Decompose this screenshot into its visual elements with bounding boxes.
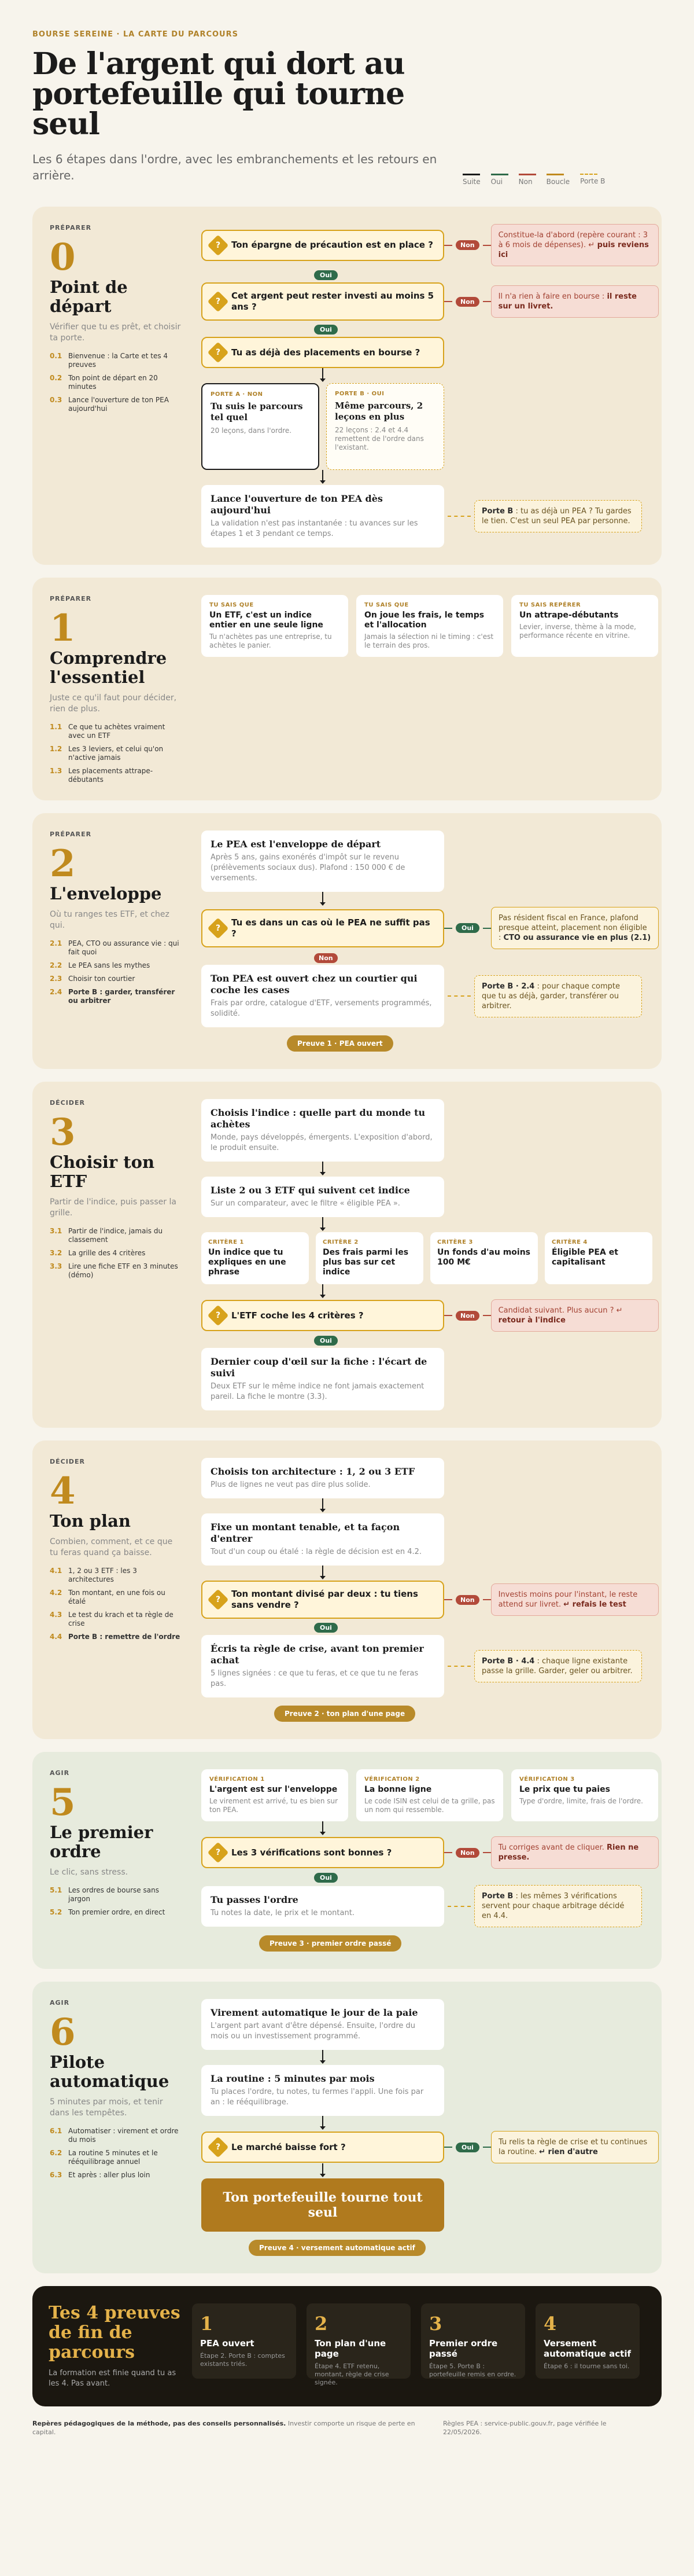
lesson-item[interactable]: 4.1 1, 2 ou 3 ETF : les 3 architectures [50, 1567, 137, 1583]
card-regle-crise: Écris ta règle de crise, avant ton premier achat 5 lignes signées : ce que tu feras, et ce que tu ne feras pas. [201, 1635, 444, 1697]
card-pea-ouvert: Ton PEA est ouvert chez un courtier qui coche les cases Frais par ordre, catalogue d'ETF, versements programmés, solidité. [201, 965, 444, 1027]
proofs-panel [32, 2286, 662, 2406]
oui-note: Pas résident fiscal en France, plafond presque atteint, placement non éligible : CTO ou assurance vie en plus (2.1) [491, 907, 659, 949]
footer-disclaimer: Repères pédagogiques de la méthode, pas des conseils personnalisés. Investir comporte un risque de perte en capital. [32, 2420, 415, 2436]
page-title: De l'argent qui dort au portefeuille qui tourne seul [32, 46, 405, 142]
card-virement-auto: Virement automatique le jour de la paie L'argent part avant d'être dépensé. Ensuite, l'ordre du mois ou un investissement programmé. [201, 1999, 444, 2050]
lesson-item[interactable]: 4.2 Ton montant, en une fois ou étalé [50, 1589, 165, 1605]
footer [32, 2419, 662, 2437]
proofs-title: Tes 4 preuves de fin de parcours [49, 2303, 180, 2362]
card-liste-etf: Liste 2 ou 3 ETF qui suivent cet indice Sur un comparateur, avec le filtre « éligible PEA ». [201, 1177, 444, 1217]
question-4-criteres: ? L'ETF coche les 4 critères ? [201, 1300, 444, 1331]
porte-b-note: Porte B : tu as déjà un PEA ? Tu gardes le tien. C'est un seul PEA par personne. [474, 500, 642, 532]
legend-item-non: Non [519, 174, 536, 186]
legend-item-boucle: Boucle [547, 174, 570, 186]
non-note: Investis moins pour l'instant, le reste attend sur livret. ↵ refais le test [491, 1583, 659, 1616]
oui-note: Tu relis ta règle de crise et tu continues la routine. ↵ rien d'autre [491, 2131, 659, 2163]
non-note: Constitue-la d'abord (repère courant : 3 à 6 mois de dépenses). ↵ puis reviens ici [491, 224, 659, 266]
lesson-item[interactable]: 6.1 Automatiser : virement et ordre du mois [50, 2127, 179, 2144]
legend-item-oui: Oui [491, 174, 508, 186]
knowledge-card: TU SAIS QUE Un ETF, c'est un indice entier en une seule ligne Tu n'achètes pas une entreprise, tu achètes le panier. [201, 595, 348, 657]
stage-3: DÉCIDER 3 Choisir ton ETF Partir de l'indice, puis passer la grille. 3.1 Partir de l'indice, jamais du classement 3.2 La grille des 4 critères 3.3 Lire une fiche ETF en 3 minutes (démo) Choisis l'indice : quelle part du monde tu achètes Monde, pays développés, émergents. L'exposition d'abord, le produit ensuite. Liste 2 ou 3 ETF qui suivent cet indice Sur un comparateur, avec le filtre « éligible PEA ». CRITÈRE 1 Un indice que tu expliques en une phrase CRITÈRE 2 Des frais parmi les plus bas sur cet indice CRITÈRE 3 Un fonds d'au moins 100 M€ CRITÈRE 4 Éligible PEA et capitalisant ? L'ETF coche les 4 critères ? Non Candidat suivant. Plus aucun ? ↵ retour à l'indice Oui Dernier coup d'œil sur la fiche : l'écart de suivi Deux ETF sur le même indice ne font jamais exactement pareil. La fiche le montre (3.3). [32, 1082, 662, 1428]
proof-pill: Preuve 4 · versement automatique actif [249, 2240, 426, 2256]
lesson-item[interactable]: 6.3 Et après : aller plus loin [50, 2171, 150, 2179]
stage-number: 0 [50, 236, 76, 279]
lesson-item[interactable]: 3.1 Partir de l'indice, jamais du classement [50, 1227, 163, 1244]
porte-b-note: Porte B : les mêmes 3 vérifications servent pour chaque arbitrage décidé en 4.4. [474, 1885, 642, 1927]
card-passe-ordre: Tu passes l'ordre Tu notes la date, le prix et le montant. [201, 1886, 444, 1927]
question-placements: ? Tu as déjà des placements en bourse ? [201, 337, 444, 368]
non-note: Candidat suivant. Plus aucun ? ↵ retour à l'indice [491, 1299, 659, 1332]
stage-5-sidebar: AGIR 5 Le premier ordre Le clic, sans stress. 5.1 Les ordres de bourse sans jargon 5.2 Ton premier ordre, en direct [50, 1769, 183, 1921]
question-icon: ? [208, 291, 229, 313]
stage-desc: Vérifier que tu es prêt, et choisir ta porte. [50, 322, 181, 343]
lesson-item[interactable]: 2.2 Le PEA sans les mythes [50, 961, 150, 969]
oui-badge: Oui [314, 270, 338, 280]
question-verifications: ? Les 3 vérifications sont bonnes ? [201, 1837, 444, 1868]
proofs-desc: La formation est finie quand tu as les 4. Pas avant. [49, 2369, 176, 2388]
stage-phase: PRÉPARER [50, 224, 92, 231]
proof-card: 4 Versement automatique actif Étape 6 : il tourne sans toi. [536, 2303, 640, 2379]
knowledge-card: TU SAIS QUE On joue les frais, le temps et l'allocation Jamais la sélection ni le timing : c'est le terrain des pros. [356, 595, 503, 657]
lesson-item[interactable]: 4.3 Le test du krach et ta règle de crise [50, 1611, 174, 1627]
proof-card: 1 PEA ouvert Étape 2. Porte B : comptes existants triés. [192, 2303, 296, 2379]
porte-a[interactable]: PORTE A · NON Tu suis le parcours tel quel 20 leçons, dans l'ordre. [201, 383, 319, 470]
lesson-item[interactable]: 3.2 La grille des 4 critères [50, 1249, 146, 1257]
stage-6-sidebar: AGIR 6 Pilote automatique 5 minutes par mois, et tenir dans les tempêtes. 6.1 Automatiser : virement et ordre du mois 6.2 La routine 5 minutes et le rééquilibrage annuel 6.3 Et après : aller plus loin [50, 1999, 183, 2184]
criteria-card: CRITÈRE 2 Des frais parmi les plus bas sur cet indice [316, 1232, 423, 1284]
stage-1-sidebar: PRÉPARER 1 Comprendre l'essentiel Juste ce qu'il faut pour décider, rien de plus. 1.1 Ce que tu achètes vraiment avec un ETF 1.2 Les 3 leviers, et celui qu'on n'active jamais 1.3 Les placements attrape-débutants [50, 595, 183, 789]
question-icon: ? [208, 234, 229, 256]
proof-card: 3 Premier ordre passé Étape 5. Porte B : portefeuille remis en ordre. [421, 2303, 525, 2379]
lesson-item[interactable]: 2.3 Choisir ton courtier [50, 975, 135, 983]
question-icon: ? [208, 342, 229, 363]
lesson-item[interactable]: 5.1 Les ordres de bourse sans jargon [50, 1886, 159, 1903]
question-pea-suffit: ? Tu es dans un cas où le PEA ne suffit pas ? [201, 909, 444, 947]
porte-b-note: Porte B · 4.4 : chaque ligne existante passe la grille. Garder, geler ou arbitrer. [474, 1650, 642, 1682]
card-architecture: Choisis ton architecture : 1, 2 ou 3 ETF Plus de lignes ne veut pas dire plus solide. [201, 1458, 444, 1498]
page-subtitle: Les 6 étapes dans l'ordre, avec les embranchements et les retours en arrière. [32, 152, 437, 182]
card-ouverture-pea: Lance l'ouverture de ton PEA dès aujourd'hui La validation n'est pas instantanée : tu avances sur les étapes 1 et 3 pendant ce temps. [201, 485, 444, 547]
proof-card: 2 Ton plan d'une page Étape 4. ETF retenu, montant, règle de crise signée. [307, 2303, 411, 2379]
criteria-card: CRITÈRE 4 Éligible PEA et capitalisant [545, 1232, 652, 1284]
stage-2: PRÉPARER 2 L'enveloppe Où tu ranges tes ETF, et chez qui. 2.1 PEA, CTO ou assurance vie : qui fait quoi 2.2 Le PEA sans les mythes 2.3 Choisir ton courtier 2.4 Porte B : garder, transférer ou arbitrer Le PEA est l'enveloppe de départ Après 5 ans, gains exonérés d'impôt sur le revenu (prélèvements sociaux dus). Plafond : 150 000 € de versements. ? Tu es dans un cas où le PEA ne suffit pas ? Oui Pas résident fiscal en France, plafond presque atteint, placement non éligible : CTO ou assurance vie en plus (2.1) Non Ton PEA est ouvert chez un courtier qui coche les cases Frais par ordre, catalogue d'ETF, versements programmés, solidité. Porte B · 2.4 : pour chaque compte que tu as déjà, garder, transférer ou arbitrer. Preuve 1 · PEA ouvert [32, 813, 662, 1069]
proof-pill: Preuve 3 · premier ordre passé [259, 1935, 401, 1952]
card-routine: La routine : 5 minutes par mois Tu places l'ordre, tu notes, tu fermes l'appli. Une fois par an : le rééquilibrage. [201, 2065, 444, 2116]
card-ecart-suivi: Dernier coup d'œil sur la fiche : l'écart de suivi Deux ETF sur le même indice ne font jamais exactement pareil. La fiche le montre (3.3). [201, 1348, 444, 1410]
lesson-item[interactable]: 2.1 PEA, CTO ou assurance vie : qui fait quoi [50, 939, 179, 956]
stage-3-sidebar: DÉCIDER 3 Choisir ton ETF Partir de l'indice, puis passer la grille. 3.1 Partir de l'indice, jamais du classement 3.2 La grille des 4 critères 3.3 Lire une fiche ETF en 3 minutes (démo) [50, 1099, 183, 1284]
lesson-item[interactable]: 0.1 Bienvenue : la Carte et tes 4 preuves [50, 352, 168, 369]
lesson-item[interactable]: 2.4 Porte B : garder, transférer ou arbitrer [50, 988, 175, 1005]
knowledge-card: TU SAIS REPÉRER Un attrape-débutants Levier, inverse, thème à la mode, performance récente en vitrine. [511, 595, 658, 657]
proof-pill: Preuve 1 · PEA ouvert [287, 1035, 393, 1052]
non-note: Il n'a rien à faire en bourse : il reste sur un livret. [491, 285, 659, 318]
lesson-item[interactable]: 1.1 Ce que tu achètes vraiment avec un ETF [50, 723, 165, 740]
lesson-item[interactable]: 1.2 Les 3 leviers, et celui qu'on n'active jamais [50, 745, 164, 762]
legend [463, 174, 605, 186]
verification-card: VÉRIFICATION 3 Le prix que tu paies Type d'ordre, limite, frais de l'ordre. [511, 1769, 658, 1821]
legend-item-suite: Suite [463, 174, 481, 186]
card-pea-enveloppe: Le PEA est l'enveloppe de départ Après 5 ans, gains exonérés d'impôt sur le revenu (prélèvements sociaux dus). Plafond : 150 000 € de versements. [201, 831, 444, 892]
footer-source: Règles PEA : service-public.gouv.fr, page vérifiée le 22/05/2026. [443, 2420, 607, 2436]
oui-badge: Oui [314, 325, 338, 335]
verification-card: VÉRIFICATION 1 L'argent est sur l'enveloppe Le virement est arrivé, tu es bien sur ton PEA. [201, 1769, 348, 1821]
lesson-item[interactable]: 0.3 Lance l'ouverture de ton PEA aujourd'hui [50, 396, 169, 413]
stage-4: DÉCIDER 4 Ton plan Combien, comment, et ce que tu feras quand ça baisse. 4.1 1, 2 ou 3 ETF : les 3 architectures 4.2 Ton montant, en une fois ou étalé 4.3 Le test du krach et ta règle de crise 4.4 Porte B : remettre de l'ordre Choisis ton architecture : 1, 2 ou 3 ETF Plus de lignes ne veut pas dire plus solide. Fixe un montant tenable, et ta façon d'entrer Tout d'un coup ou étalé : la règle de décision est en 4.2. ? Ton montant divisé par deux : tu tiens sans vendre ? Non Investis moins pour l'instant, le reste attend sur livret. ↵ refais le test Oui Écris ta règle de crise, avant ton premier achat 5 lignes signées : ce que tu feras, et ce que tu ne feras pas. Porte B · 4.4 : chaque ligne existante passe la grille. Garder, geler ou arbitrer. Preuve 2 · ton plan d'une page [32, 1440, 662, 1739]
stage-0 [32, 207, 662, 565]
lesson-list [50, 352, 183, 413]
non-note: Tu corriges avant de cliquer. Rien ne presse. [491, 1836, 659, 1869]
stage-4-sidebar: DÉCIDER 4 Ton plan Combien, comment, et ce que tu feras quand ça baisse. 4.1 1, 2 ou 3 ETF : les 3 architectures 4.2 Ton montant, en une fois ou étalé 4.3 Le test du krach et ta règle de crise 4.4 Porte B : remettre de l'ordre [50, 1458, 183, 1646]
question-krach: ? Ton montant divisé par deux : tu tiens sans vendre ? [201, 1581, 444, 1619]
lesson-item[interactable]: 6.2 La routine 5 minutes et le rééquilibrage annuel [50, 2149, 158, 2166]
lesson-item[interactable]: 1.3 Les placements attrape-débutants [50, 767, 153, 784]
kicker: BOURSE SEREINE · LA CARTE DU PARCOURS [32, 30, 238, 39]
criteria-card: CRITÈRE 1 Un indice que tu expliques en une phrase [201, 1232, 309, 1284]
non-badge: Non [456, 240, 479, 250]
criteria-card: CRITÈRE 3 Un fonds d'au moins 100 M€ [430, 1232, 538, 1284]
legend-item-porte-b: Porte B [580, 174, 605, 186]
lesson-item[interactable]: 5.2 Ton premier ordre, en direct [50, 1908, 165, 1916]
porte-b[interactable]: PORTE B · OUI Même parcours, 2 leçons en plus 22 leçons : 2.4 et 4.4 remettent de l'ordre dans l'existant. [326, 383, 444, 470]
lesson-item[interactable]: 0.2 Ton point de départ en 20 minutes [50, 374, 158, 391]
stage-1 [32, 578, 662, 800]
stage-2-sidebar: PRÉPARER 2 L'enveloppe Où tu ranges tes ETF, et chez qui. 2.1 PEA, CTO ou assurance vie : qui fait quoi 2.2 Le PEA sans les mythes 2.3 Choisir ton courtier 2.4 Porte B : garder, transférer ou arbitrer [50, 831, 183, 1010]
lesson-item[interactable]: 4.4 Porte B : remettre de l'ordre [50, 1633, 180, 1641]
card-montant: Fixe un montant tenable, et ta façon d'entrer Tout d'un coup ou étalé : la règle de décision est en 4.2. [201, 1513, 444, 1566]
verification-card: VÉRIFICATION 2 La bonne ligne Le code ISIN est celui de ta grille, pas un nom qui ressemble. [356, 1769, 503, 1821]
non-badge: Non [456, 297, 479, 307]
question-5-ans: ? Cet argent peut rester investi au moins 5 ans ? [201, 282, 444, 321]
proof-pill: Preuve 2 · ton plan d'une page [274, 1706, 415, 1722]
lesson-item[interactable]: 3.3 Lire une fiche ETF en 3 minutes (démo) [50, 1262, 178, 1279]
question-epargne: ? Ton épargne de précaution est en place ? [201, 230, 444, 261]
stage-0-sidebar [50, 224, 183, 418]
stage-5: AGIR 5 Le premier ordre Le clic, sans stress. 5.1 Les ordres de bourse sans jargon 5.2 Ton premier ordre, en direct VÉRIFICATION 1 L'argent est sur l'enveloppe Le virement est arrivé, tu es bien sur ton PEA. VÉRIFICATION 2 La bonne ligne Le code ISIN est celui de ta grille, pas un nom qui ressemble. VÉRIFICATION 3 Le prix que tu paies Type d'ordre, limite, frais de l'ordre. ? Les 3 vérifications sont bonnes ? Non Tu corriges avant de cliquer. Rien ne presse. Oui Tu passes l'ordre Tu notes la date, le prix et le montant. Porte B : les mêmes 3 vérifications servent pour chaque arbitrage décidé en 4.4. Preuve 3 · premier ordre passé [32, 1752, 662, 1969]
final-card: Ton portefeuille tourne tout seul [201, 2178, 444, 2232]
stage-name: Point de départ [50, 277, 128, 316]
question-baisse: ? Le marché baisse fort ? [201, 2132, 444, 2163]
porte-b-note: Porte B · 2.4 : pour chaque compte que tu as déjà, garder, transférer ou arbitrer. [474, 975, 642, 1017]
card-indice: Choisis l'indice : quelle part du monde tu achètes Monde, pays développés, émergents. L'exposition d'abord, le produit ensuite. [201, 1099, 444, 1162]
stage-6: AGIR 6 Pilote automatique 5 minutes par mois, et tenir dans les tempêtes. 6.1 Automatiser : virement et ordre du mois 6.2 La routine 5 minutes et le rééquilibrage annuel 6.3 Et après : aller plus loin Virement automatique le jour de la paie L'argent part avant d'être dépensé. Ensuite, l'ordre du mois ou un investissement programmé. La routine : 5 minutes par mois Tu places l'ordre, tu notes, tu fermes l'appli. Une fois par an : le rééquilibrage. ? Le marché baisse fort ? Oui Tu relis ta règle de crise et tu continues la routine. ↵ rien d'autre Ton portefeuille tourne tout seul Preuve 4 · versement automatique actif [32, 1982, 662, 2273]
stage-0-flow [201, 224, 677, 547]
